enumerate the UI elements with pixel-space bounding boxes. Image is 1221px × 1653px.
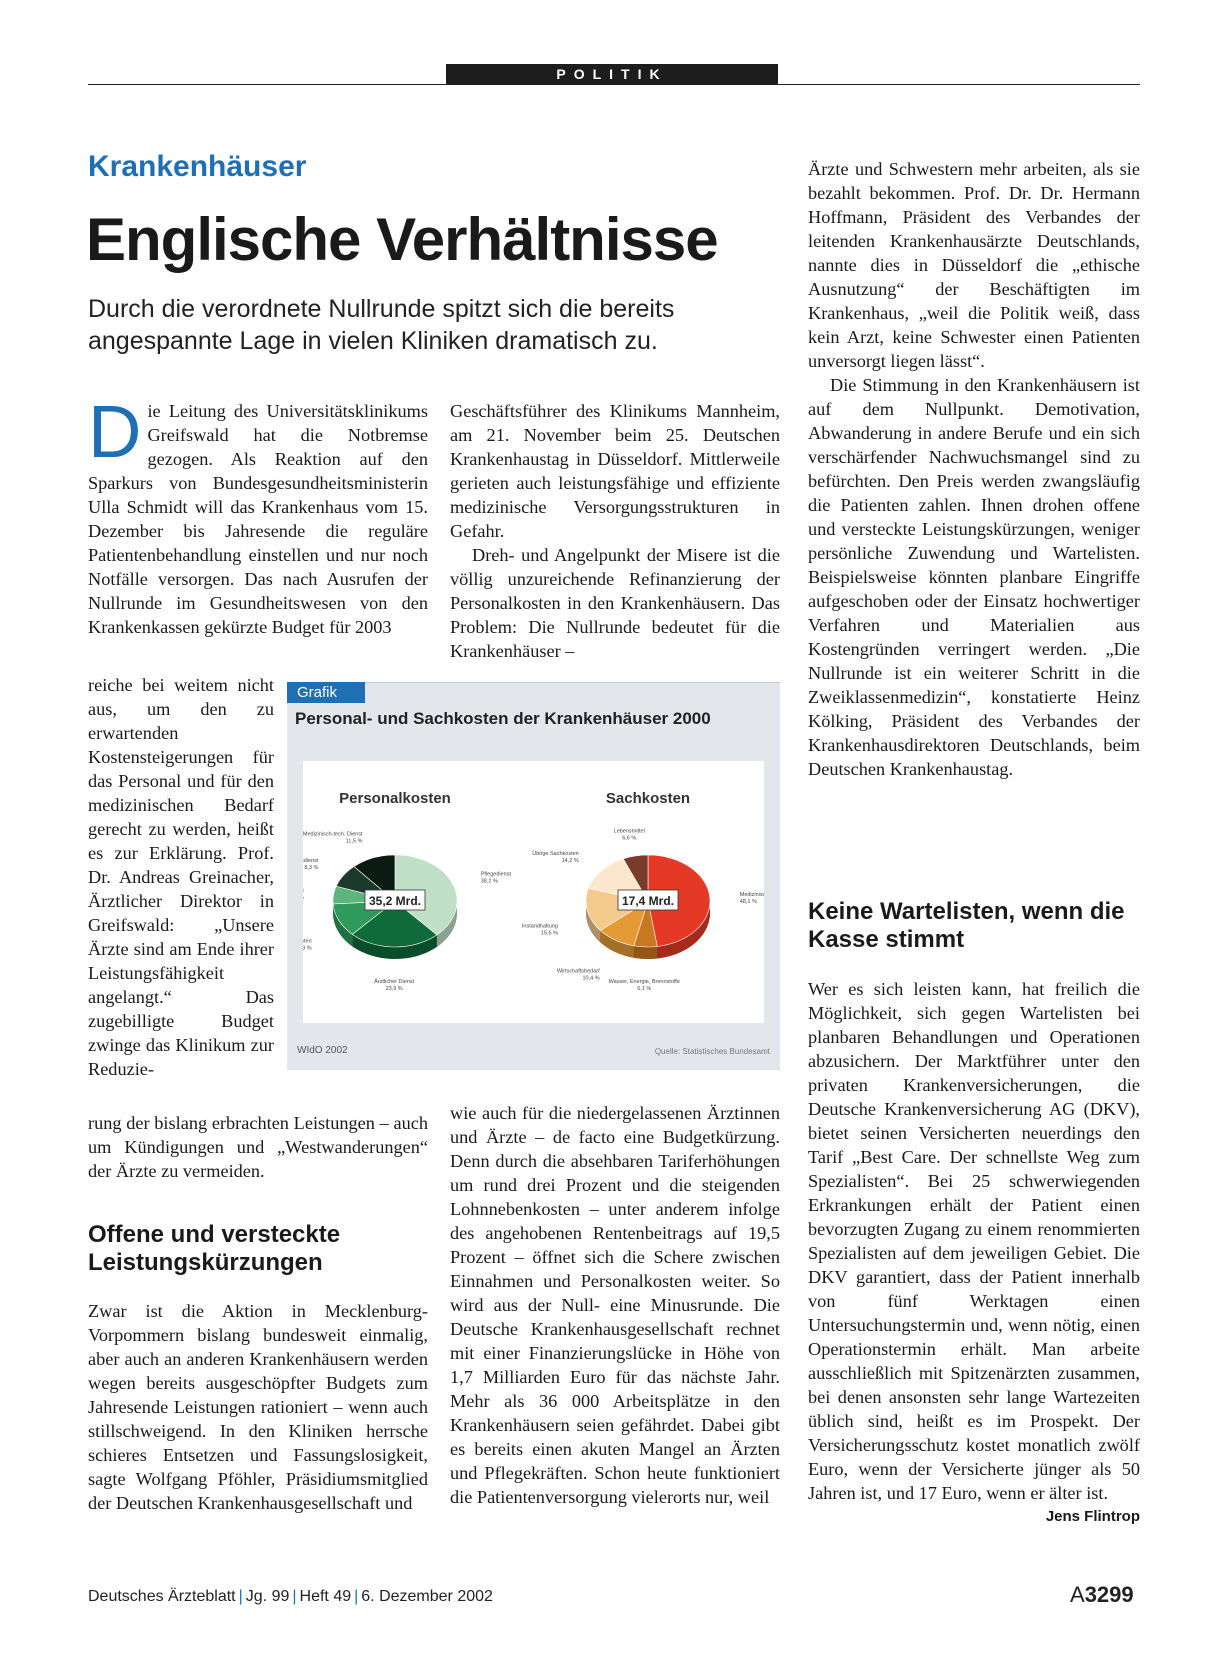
pie-value-1-5: 6,6 %: [622, 835, 637, 842]
col3-paragraph-1: Ärzte und Schwestern mehr arbeiten, als sie bezahlt bekommen. Prof. Dr. Dr. Hermann Hoffmann, Präsident des Verbandes der leitenden Krankenhausärzte Deutschlands, nannte dies in Düsseldorf die „ethische Ausnutzung“ der Beschäftigten im Krankenhaus, „weil die Politik weiß, dass kein Arzt, keine Schwester einen Patienten unversorgt liegen lässt“.: [808, 159, 1140, 371]
figure-tag: Grafik: [287, 682, 365, 703]
col3-paragraph-3: Wer es sich leisten kann, hat freilich die Möglichkeit, sich gegen Wartelisten bei planbaren Behandlungen und Operationen abzusichern. Der Marktführer unter den privaten Krankenversicherungen, die Deutsche Krankenversicherung AG (DKV), bietet seinen Versicherten neuerdings den Tarif „Best Care. Der schnellste Weg zum Spezialisten“. Bei 25 schwerwiegenden Erkrankungen erhält der Patient einen bevorzugten Zugang zu einem renommierten Spezialisten auf dem jeweiligen Gebiet. Die DKV garantiert, dass der Patient innerhalb von fünf Werktagen einen Untersuchungstermin und, wenn nötig, einen Operationstermin erhält. Man arbeite ausschließlich mit Spitzenärzten zusammen, bei denen ansonsten sehr lange Wartezeiten üblich sind, heißt es im Prospekt. Der Versicherungsschutz kostet monatlich zwölf Euro, wenn der Versicherte jünger als 50 Jahren ist, und 17 Euro, wenn er älter ist.: [808, 979, 1140, 1503]
pie-label-0-5: Medizinisch-tech. Dienst: [303, 831, 363, 838]
pie-center-label-0: 35,2 Mrd.: [368, 894, 422, 908]
column-2-top: [450, 399, 780, 663]
column-1-narrow: [88, 673, 274, 1081]
pie-subtitle-sach: Sachkosten: [605, 790, 691, 807]
pie-value-1-1: 6,1 %: [637, 985, 652, 992]
chart-title: Personal- und Sachkosten der Krankenhäuser 2000: [295, 709, 711, 728]
pie-label-0-1: Ärztlicher Dienst: [374, 978, 415, 985]
page-footer: Deutsches Ärzteblatt | Jg. 99 | Heft 49 | 6. Dezember 2002: [88, 1588, 493, 1605]
chart-panel: [303, 761, 764, 1023]
col1-paragraph-1-end: rung der bislang erbrachten Leistungen – auch um Kündigungen und „Westwanderungen“ der Ärzte zu vermeiden.: [88, 1113, 428, 1181]
column-2-bottom: [450, 1101, 780, 1509]
pie-value-0-1: 23,9 %: [385, 985, 403, 992]
col2-paragraph-1: Geschäftsführer des Klinikums Mannheim, am 21. November beim 25. Deutschen Krankenhaustag in Düsseldorf. Mittlerweile gerieten auch leistungsfähige und effiziente medizinische Versorgungsstrukturen in Gefahr.: [450, 401, 780, 541]
column-1-lower: [88, 1299, 428, 1515]
chart-source: Quelle: Statistisches Bundesamt: [654, 1047, 770, 1056]
chart-figure: [287, 682, 780, 1070]
pie-center-label-1: 17,4 Mrd.: [621, 894, 675, 908]
page-number: [1070, 1582, 1134, 1608]
column-1-top: [88, 390, 428, 639]
pie-value-0-2: 9 %: [303, 945, 312, 952]
pie-subtitle-personal: Personalkosten: [339, 790, 451, 807]
pie-label-0-4: dienst: [303, 858, 319, 865]
column-3-bottom: [808, 977, 1140, 1529]
article-kicker: Krankenhäuser: [88, 150, 307, 183]
journal-name: Deutsches Ärzteblatt: [88, 1588, 236, 1605]
chart-footer-left: WIdO 2002: [297, 1045, 348, 1056]
drop-cap: D: [88, 390, 142, 473]
pie-side-1-1: [634, 946, 657, 959]
col1-paragraph-2: Zwar ist die Aktion in Mecklenburg-Vorpommern bislang bundesweit einmalig, aber auch an anderen Krankenhäusern werden wegen bereits ausgeschöpfter Budgets zum Jahresende Leistungen rationiert – wenn auch stillschweigend. In den Kliniken herrsche schieres Entsetzen und Fassungslosigkeit, sagte Wolfgang Pföhler, Präsidiumsmitglied der Deutschen Krankenhausgesellschaft und: [88, 1301, 428, 1513]
subhead-1: Offene und versteckte Leistungskürzungen: [88, 1221, 341, 1276]
pie-value-0-0: 38,2 %: [480, 878, 498, 885]
pie-label-0-3: [303, 888, 304, 894]
col2-paragraph-2: Dreh- und Angelpunkt der Misere ist die völlig unzureichende Refinanzierung der Personalkosten in den Krankenhäusern. Das Problem: Die Nullrunde bedeutet für die Krankenhäuser –: [450, 545, 780, 661]
pie-value-1-3: 15,6 %: [540, 930, 558, 937]
pie-value-0-5: 11,5 %: [345, 838, 363, 845]
issue-date: 6. Dezember 2002: [361, 1588, 493, 1605]
pie-value-0-3: [303, 895, 304, 901]
pie-value-0-4: 8,3 %: [304, 865, 319, 872]
article-headline: Englische Verhältnisse: [86, 206, 718, 273]
pie-value-1-0: 48,1 %: [739, 898, 757, 905]
pie-label-1-1: Wasser, Energie, Brennstoffe: [608, 978, 680, 985]
col3-paragraph-2: Die Stimmung in den Krankenhäusern ist auf dem Nullpunkt. Demotivation, Abwanderung in andere Berufe und ein sich verschärfender Nachwuchsmangel sind zu befürchten. Den Preis werden zwangsläufig die Patienten zahlen. Ihnen drohen offene und versteckte Leistungskürzungen, weniger persönliche Zuwendung und Wartelisten. Beispielsweise könnten planbare Eingriffe aufgeschoben oder der Einsatz hochwertiger Verfahren und Materialien aus Kostengründen verringert werden. „Die Nullrunde ist ein weiterer Schritt in die Zweiklassenmedizin“, konstatierte Heinz Kölking, Präsident des Verbandes der Krankenhausdirektoren Deutschlands, beim Deutschen Krankenhaustag.: [808, 375, 1140, 779]
pie-label-1-4: Übrige Sachkosten: [532, 850, 579, 857]
column-3-top: [808, 157, 1140, 781]
pie-charts: [303, 761, 764, 1023]
pie-label-1-3: Instandhaltung: [521, 923, 558, 930]
col1-paragraph-1-cont: reiche bei weitem nicht aus, um den zu erwartenden Kostensteigerungen für das Personal und für den medizinischen Bedarf gerecht zu werden, heißt es zur Erklärung. Prof. Dr. Andreas Greinacher, Ärztlicher Direktor in Greifswald: „Unsere Ärzte sind am Ende ihrer Leistungsfähigkeit angelangt.“ Das zugebilligte Budget zwinge das Klinikum zur Reduzie-: [88, 675, 274, 1079]
author-name: Jens Flintrop: [1045, 1508, 1140, 1525]
section-tag: POLITIK: [446, 64, 778, 85]
page-prefix: A: [1070, 1582, 1085, 1607]
pie-label-1-2: Wirtschaftsbedarf: [556, 968, 600, 975]
pie-label-0-2: ten: [303, 938, 312, 945]
pie-label-0-0: Pflegedienst: [480, 871, 512, 878]
col2-paragraph-3: wie auch für die niedergelassenen Ärztinnen und Ärzte – de facto eine Budgetkürzung. Denn durch die absehbaren Tariferhöhungen um rund drei Prozent und die steigenden Lohnnebenkosten – unter anderem infolge des angehobenen Rentenbeitrags auf 19,5 Prozent – öffnet sich die Schere zwischen Einnahmen und Personalkosten weiter. So wird aus der Null- eine Minusrunde. Die Deutsche Krankenhausgesellschaft rechnet mit einer Finanzierungslücke in Höhe von 1,7 Milliarden Euro für das nächste Jahr. Mehr als 36 000 Arbeitsplätze in den Krankenhäusern seien gefährdet. Dabei gibt es bereits einen akuten Mangel an Ärzten und Pflegekräften. Schon heute funktioniert die Patientenversorgung vielerorts nur, weil: [450, 1103, 780, 1507]
volume: Jg. 99: [245, 1588, 290, 1605]
subhead-2: Keine Wartelisten, wenn die Kasse stimmt: [808, 898, 1125, 953]
pie-value-1-4: 14,2 %: [561, 857, 579, 864]
pie-label-1-5: Lebensmittel: [613, 828, 645, 835]
col1-paragraph-1: ie Leitung des Universitätsklinikums Greifswald hat die Notbremse gezogen. Als Reaktion auf den Sparkurs von Bundesgesundheitsministerin Ulla Schmidt will das Krankenhaus vom 15. Dezember bis Jahresende die reguläre Patientenbehandlung einstellen und nur noch Notfälle versorgen. Das nach Ausrufen der Nullrunde im Gesundheitswesen von den Krankenkassen gekürzte Budget für 2003: [88, 401, 428, 637]
column-1-bottom: [88, 1111, 428, 1183]
pie-label-1-0: Medizinis: [739, 891, 763, 898]
article-deck: Durch die verordnete Nullrunde spitzt sich die bereits angespannte Lage in vielen Kliniken dramatisch zu.: [88, 295, 675, 355]
pie-value-1-2: 10,4 %: [582, 975, 600, 982]
issue: Heft 49: [299, 1588, 352, 1605]
page-value: 3299: [1084, 1582, 1134, 1607]
